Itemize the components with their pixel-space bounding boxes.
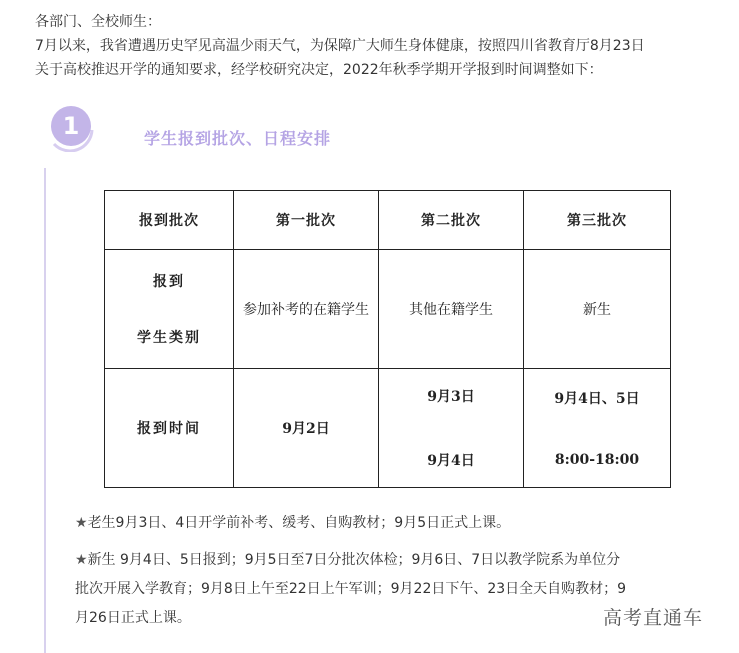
- category-label-line1: 报到: [153, 274, 185, 290]
- table-header-row: [105, 191, 671, 250]
- note-new-students-line2: 批次开展入学教育；9月8日上午至22日上午军训；9月22日下午、23日全天自购教材；9: [75, 581, 627, 597]
- table-row-category: [105, 250, 671, 369]
- note-new-students-line3: 月26日正式上课。: [75, 610, 191, 626]
- category-batch-3: 新生: [524, 250, 671, 369]
- section-heading: [48, 104, 448, 152]
- header-batch-2: 第二批次: [379, 191, 524, 250]
- time-batch-2-line1: 9月3日: [427, 389, 475, 405]
- table-row-time: [105, 369, 671, 488]
- category-label: [105, 250, 234, 369]
- time-batch-2-line2: 9月4日: [427, 453, 475, 469]
- note-old-students: [75, 509, 715, 538]
- salutation: 各部门、全校师生：: [35, 14, 161, 30]
- time-label: 报到时间: [105, 369, 234, 488]
- watermark: 高考直通车: [603, 607, 704, 629]
- time-batch-3-line1: 9月4日、5日: [554, 391, 640, 407]
- note-new-students-line1: 新生 9月4日、5日报到；9月5日至7日分批次体检；9月6日、7日以教学院系为单位分: [87, 552, 621, 568]
- intro-line-1: 7月以来，我省遭遇历史罕见高温少雨天气，为保障广大师生身体健康，按照四川省教育厅8月23日: [35, 38, 645, 54]
- category-batch-1: 参加补考的在籍学生: [234, 250, 379, 369]
- category-label-line2: 学生类别: [137, 330, 201, 346]
- time-batch-3: [524, 369, 671, 488]
- category-batch-2: 其他在籍学生: [379, 250, 524, 369]
- time-batch-2: [379, 369, 524, 488]
- section-divider-line: [44, 168, 46, 653]
- intro-line-2: 关于高校推迟开学的通知要求，经学校研究决定，2022年秋季学期开学报到时间调整如下：: [35, 62, 603, 78]
- star-icon: ★: [75, 552, 88, 568]
- time-batch-3-line2: 8:00-18:00: [554, 452, 640, 468]
- star-icon: ★: [75, 515, 88, 531]
- section-title: 学生报到批次、日程安排: [144, 129, 332, 148]
- section-number-badge: 1: [51, 106, 91, 146]
- header-batch: 报到批次: [105, 191, 234, 250]
- header-batch-1: 第一批次: [234, 191, 379, 250]
- schedule-table: [104, 190, 671, 488]
- note-old-students-text: 老生9月3日、4日开学前补考、缓考、自购教材；9月5日正式上课。: [87, 515, 511, 531]
- header-batch-3: 第三批次: [524, 191, 671, 250]
- time-batch-1: 9月2日: [234, 369, 379, 488]
- intro-text: [35, 10, 725, 82]
